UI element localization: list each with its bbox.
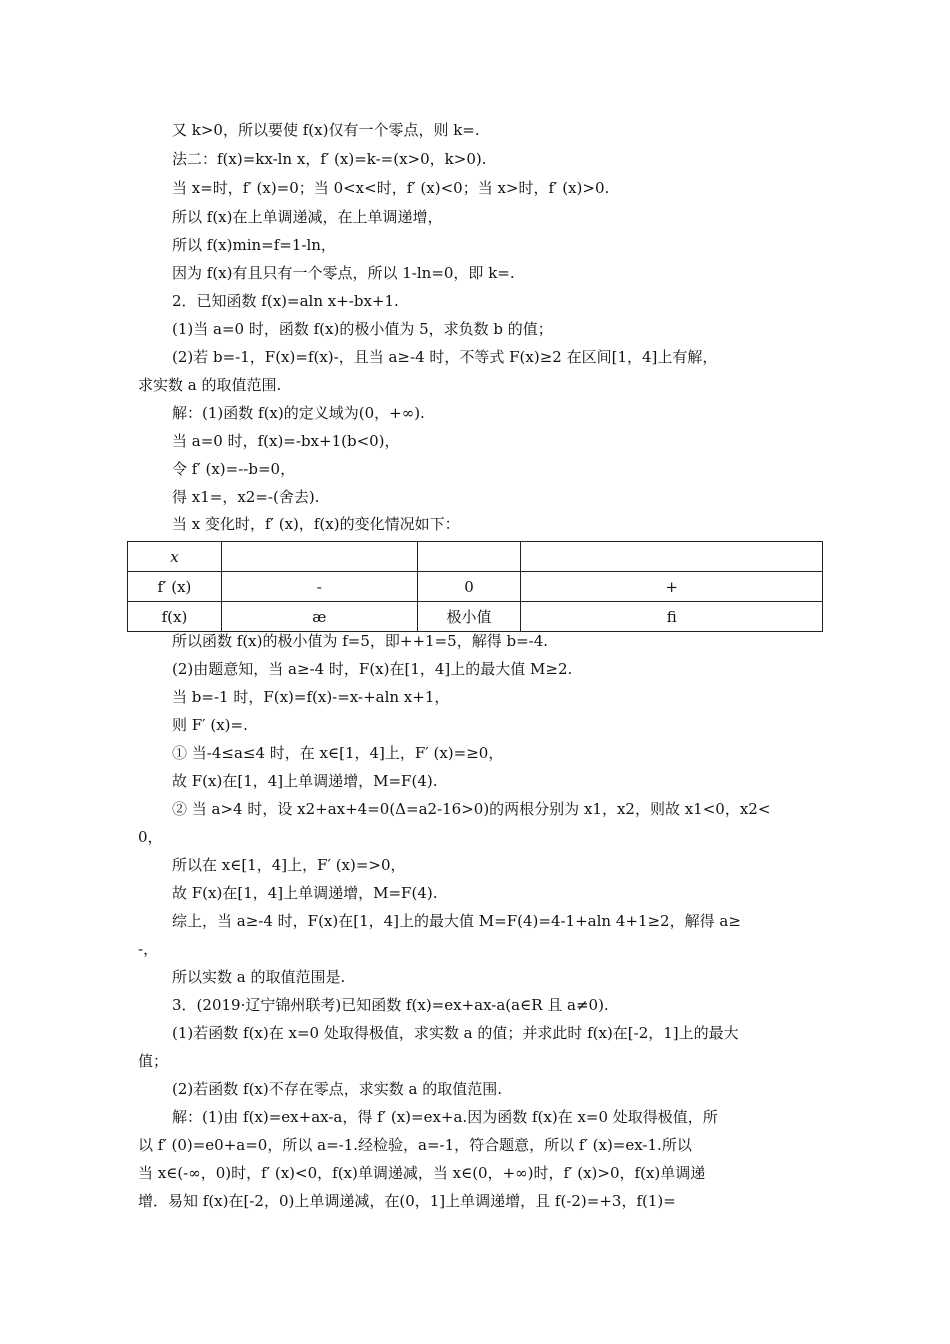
table-cell: f′ (x) [128,572,222,602]
text-line: 得 x1=，x2=-(舍去). [172,488,320,506]
table-cell [521,542,823,572]
table-cell [417,542,521,572]
text-line: 故 F(x)在[1，4]上单调递增，M=F(4). [172,772,438,790]
text-line: 当 x 变化时，f′ (x)，f(x)的变化情况如下： [172,515,460,533]
table-cell: 极小值 [417,602,521,632]
text-line: (2)由题意知，当 a≥-4 时，F(x)在[1，4]上的最大值 M≥2. [172,660,573,678]
text-line: 求实数 a 的取值范围. [138,376,282,394]
table-cell: æ [221,602,417,632]
text-line: 当 x∈(-∞，0)时，f′ (x)<0，f(x)单调递减，当 x∈(0，+∞)时，f′ (x)>0，f(x)单调递 [138,1164,706,1182]
text-line: 令 f′ (x)=--b=0， [172,460,296,478]
text-line: (2)若 b=-1，F(x)=f(x)-，且当 a≥-4 时，不等式 F(x)≥2 在区间[1，4]上有解， [172,348,718,366]
text-line: 所以实数 a 的取值范围是. [172,968,346,986]
text-line: 又 k>0，所以要使 f(x)仅有一个零点，则 k=. [172,121,480,139]
text-line: ② 当 a>4 时，设 x2+ax+4=0(Δ=a2-16>0)的两根分别为 x1，x2，则故 x1<0，x2< [172,800,771,818]
variation-table [127,541,823,632]
table-cell: ﬁ [521,602,823,632]
table-row [128,602,823,632]
text-line: (1)当 a=0 时，函数 f(x)的极小值为 5，求负数 b 的值； [172,320,553,338]
text-line: 法二：f(x)=kx-ln x，f′ (x)=k-=(x>0，k>0). [172,150,487,168]
text-line: 增．易知 f(x)在[-2，0)上单调递减，在(0，1]上单调递增，且 f(-2)=+3，f(1)= [138,1192,676,1210]
text-line: 所以 f(x)在上单调递减，在上单调递增， [172,208,443,226]
text-line: 以 f′ (0)=e0+a=0，所以 a=-1.经检验，a=-1，符合题意，所以 f′ (x)=ex-1.所以 [138,1136,692,1154]
text-line: 所以函数 f(x)的极小值为 f=5，即++1=5，解得 b=-4. [172,632,549,650]
text-line: 值； [138,1052,169,1070]
text-line: ① 当-4≤a≤4 时，在 x∈[1，4]上，F′ (x)=≥0， [172,744,504,762]
table-cell: 0 [417,572,521,602]
text-line: 0， [138,828,163,846]
table-row [128,572,823,602]
text-line: 当 x=时，f′ (x)=0；当 0<x<时，f′ (x)<0；当 x>时，f′ (x)>0. [172,179,610,197]
solution-start: 解：(1)函数 f(x)的定义域为(0，+∞). [172,404,425,422]
table-cell: f(x) [128,602,222,632]
text-line: (1)若函数 f(x)在 x=0 处取得极值，求实数 a 的值；并求此时 f(x)在[-2，1]上的最大 [172,1024,739,1042]
table-cell: x [128,542,222,572]
text-line: 所以在 x∈[1，4]上，F′ (x)=>0， [172,856,406,874]
text-line: 综上，当 a≥-4 时，F(x)在[1，4]上的最大值 M=F(4)=4-1+aln 4+1≥2，解得 a≥ [172,912,741,930]
text-line: (2)若函数 f(x)不存在零点，求实数 a 的取值范围. [172,1080,502,1098]
text-line: 故 F(x)在[1，4]上单调递增，M=F(4). [172,884,438,902]
table-cell [221,542,417,572]
text-line: 解：(1)由 f(x)=ex+ax-a，得 f′ (x)=ex+a.因为函数 f(x)在 x=0 处取得极值，所 [172,1108,718,1126]
table-row [128,542,823,572]
text-line: 因为 f(x)有且只有一个零点，所以 1-ln=0，即 k=. [172,264,515,282]
text-line: 当 a=0 时，f(x)=-bx+1(b<0)， [172,432,400,450]
text-line: -， [138,940,159,958]
problem-3-heading: 3．(2019·辽宁锦州联考)已知函数 f(x)=ex+ax-a(a∈R 且 a≠0). [172,996,609,1014]
table-cell: - [221,572,417,602]
problem-2-heading: 2．已知函数 f(x)=aln x+-bx+1. [172,292,399,310]
text-line: 则 F′ (x)=. [172,716,248,734]
table-cell: + [521,572,823,602]
text-line: 当 b=-1 时，F(x)=f(x)-=x-+aln x+1， [172,688,450,706]
text-line: 所以 f(x)min=f=1-ln， [172,236,336,254]
